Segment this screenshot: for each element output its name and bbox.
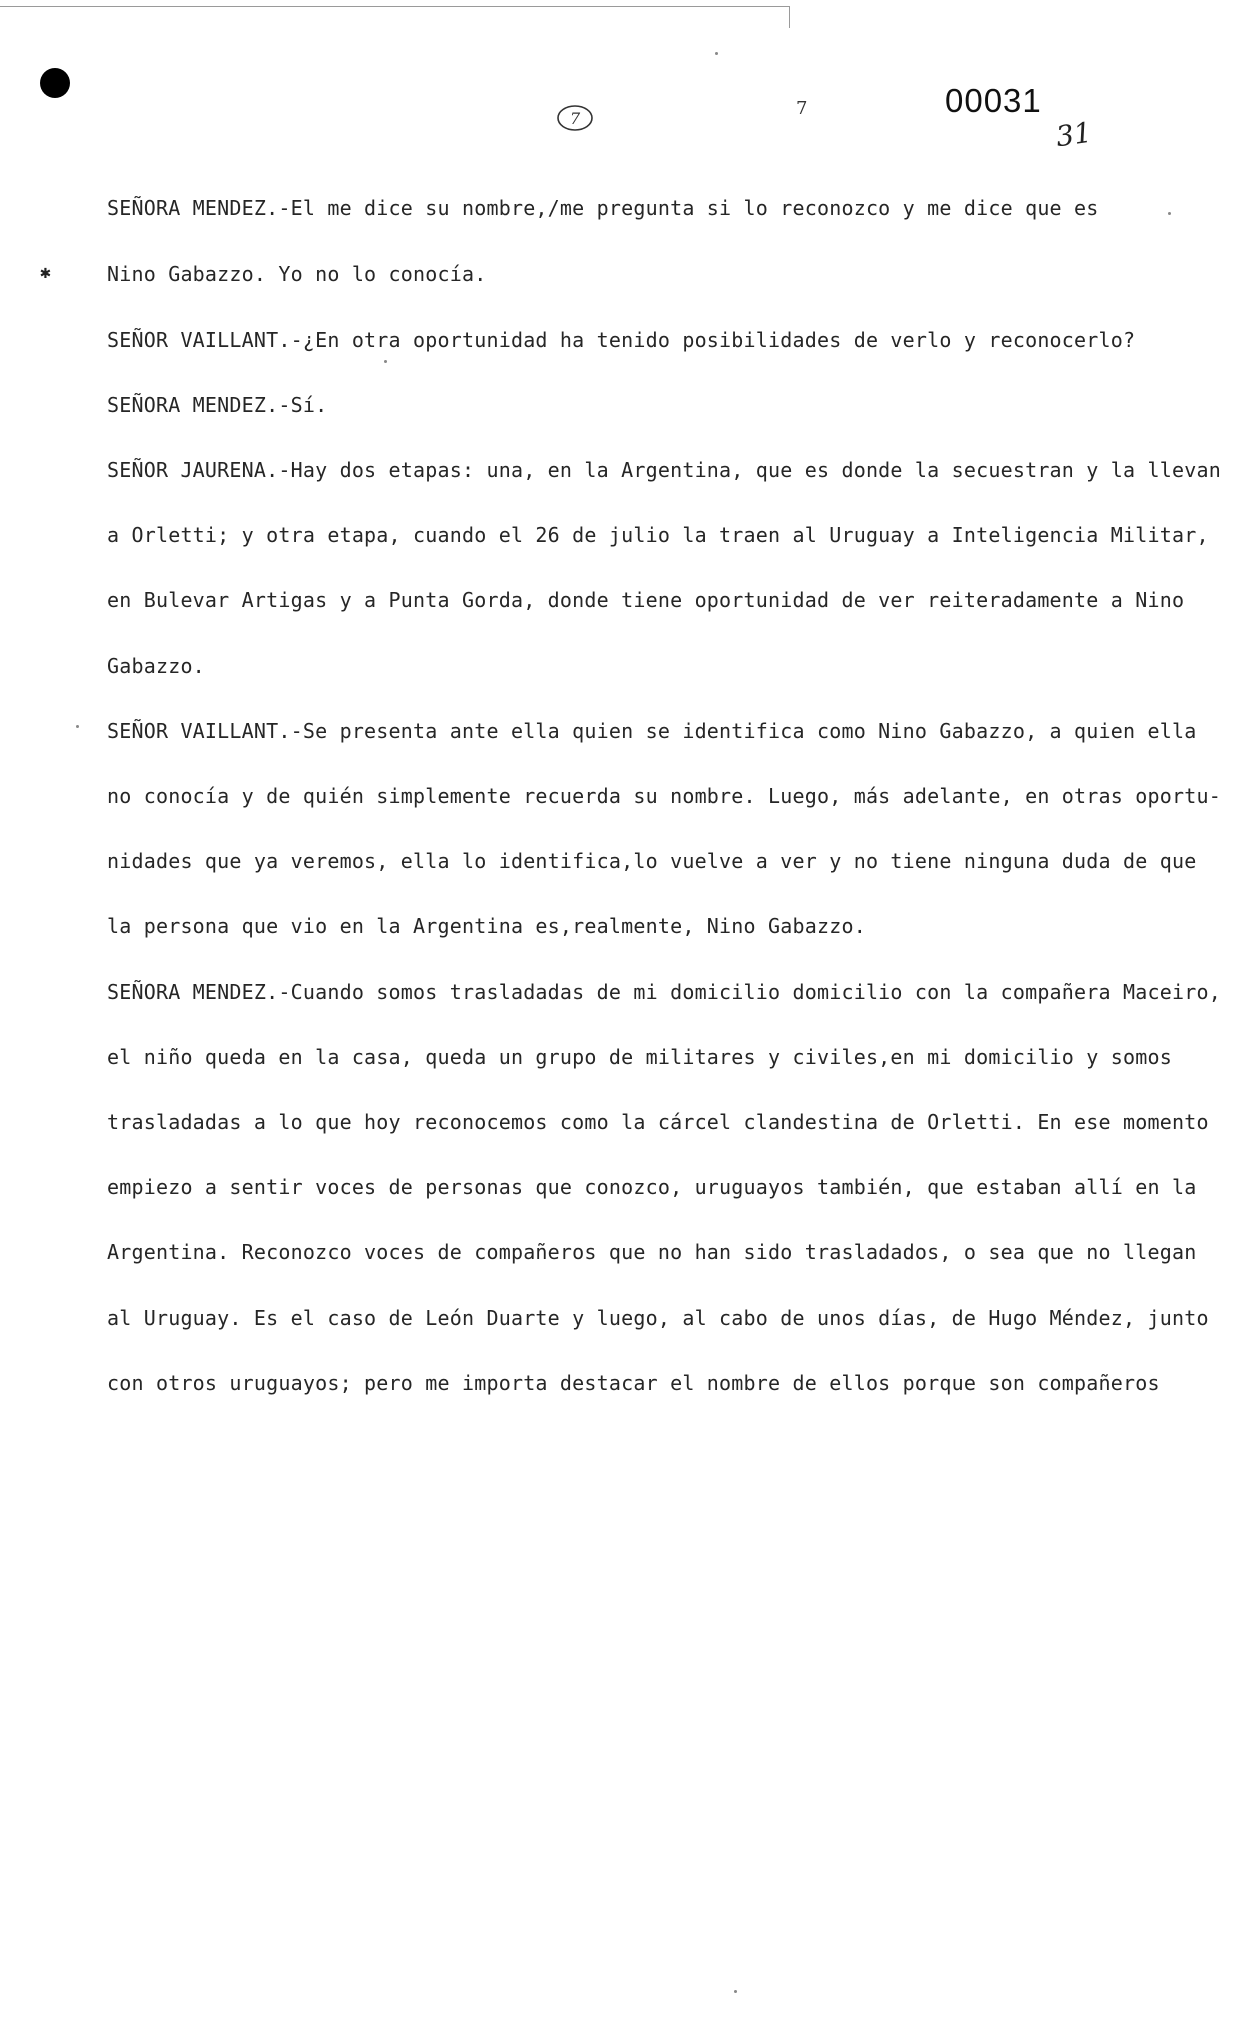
top-rule: [0, 6, 790, 7]
transcript-line: en Bulevar Artigas y a Punta Gorda, donde tiene oportunidad de ver reiteradamente a Nino: [107, 588, 1185, 612]
transcript-line: Nino Gabazzo. Yo no lo conocía.: [107, 262, 487, 286]
transcript-line: empiezo a sentir voces de personas que conozco, uruguayos también, que estaban allí en la: [107, 1175, 1197, 1199]
transcript-line: SEÑORA MENDEZ.-Sí.: [107, 393, 328, 417]
transcript-line: no conocía y de quién simplemente recuerda su nombre. Luego, más adelante, en otras oportu-: [107, 784, 1221, 808]
scan-speck: [1168, 212, 1171, 215]
document-number: 00031: [945, 82, 1042, 119]
transcript-line: trasladadas a lo que hoy reconocemos como la cárcel clandestina de Orletti. En ese momento: [107, 1110, 1209, 1134]
scan-speck: [734, 1990, 737, 1993]
top-rule-tick: [789, 6, 790, 28]
scan-speck: [715, 52, 718, 55]
scan-speck: [384, 360, 387, 363]
transcript-line: al Uruguay. Es el caso de León Duarte y luego, al cabo de unos días, de Hugo Méndez, junto: [107, 1306, 1209, 1330]
transcript-line: la persona que vio en la Argentina es,realmente, Nino Gabazzo.: [107, 914, 866, 938]
transcript-line: con otros uruguayos; pero me importa destacar el nombre de ellos porque son compañeros: [107, 1371, 1160, 1395]
page-number: 7: [796, 98, 808, 119]
circled-page-mark: [556, 103, 594, 133]
transcript-line: Argentina. Reconozco voces de compañeros que no han sido trasladados, o sea que no llegan: [107, 1240, 1197, 1264]
transcript-line: a Orletti; y otra etapa, cuando el 26 de julio la traen al Uruguay a Inteligencia Militar,: [107, 523, 1209, 547]
transcript-line: SEÑOR VAILLANT.-Se presenta ante ella quien se identifica como Nino Gabazzo, a quien ella: [107, 719, 1197, 743]
transcript-line: SEÑORA MENDEZ.-El me dice su nombre,/me pregunta si lo reconozco y me dice que es: [107, 196, 1099, 220]
transcript-line: el niño queda en la casa, queda un grupo de militares y civiles,en mi domicilio y somos: [107, 1045, 1172, 1069]
circled-page-mark-text: 7: [570, 109, 581, 128]
transcript-line: nidades que ya veremos, ella lo identifica,lo vuelve a ver y no tiene ninguna duda de que: [107, 849, 1197, 873]
margin-mark: ✱: [40, 262, 51, 283]
handwritten-number: 31: [1053, 115, 1094, 154]
transcript-line: SEÑOR JAURENA.-Hay dos etapas: una, en la Argentina, que es donde la secuestran y la llevan: [107, 458, 1221, 482]
punch-hole: [40, 68, 70, 98]
transcript-line: SEÑORA MENDEZ.-Cuando somos trasladadas de mi domicilio domicilio con la compañera Maceiro,: [107, 980, 1221, 1004]
transcript-line: Gabazzo.: [107, 654, 205, 678]
scan-speck: [76, 725, 79, 728]
transcript-line: SEÑOR VAILLANT.-¿En otra oportunidad ha tenido posibilidades de verlo y reconocerlo?: [107, 328, 1136, 352]
